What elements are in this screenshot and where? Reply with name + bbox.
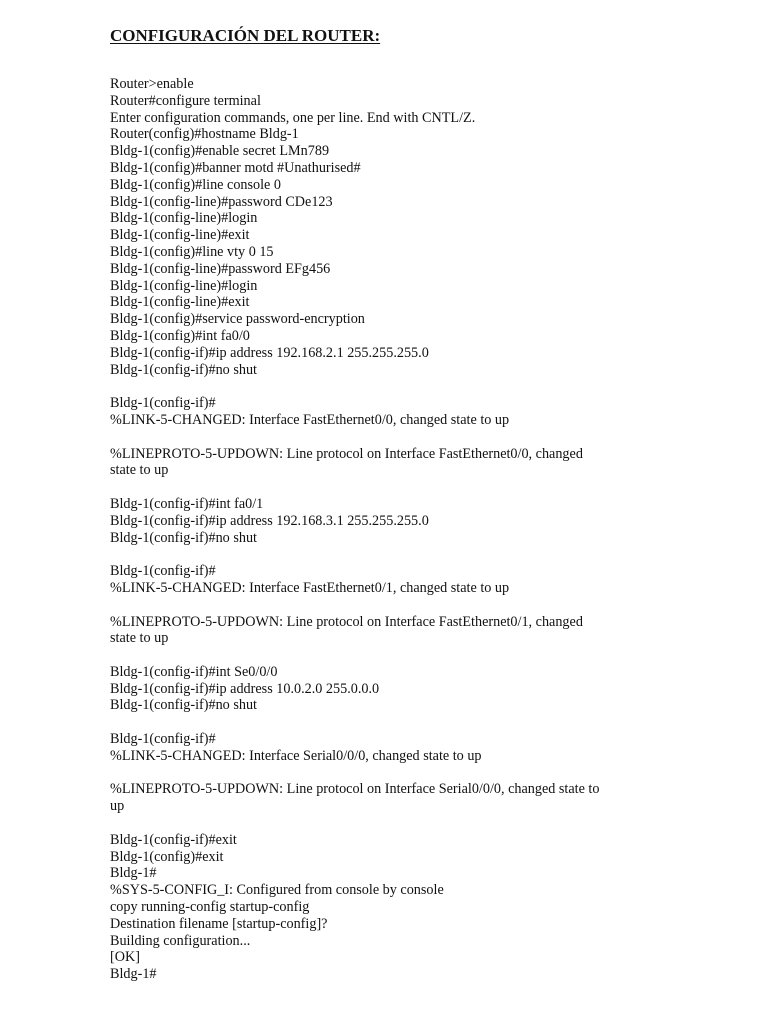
transcript-line: Bldg-1(config-if)#ip address 192.168.3.1 255.255.255.0 bbox=[110, 512, 429, 529]
transcript-line: state to up bbox=[110, 462, 169, 479]
blank-line bbox=[110, 479, 670, 496]
transcript-line: Bldg-1(config-line)#exit bbox=[110, 294, 250, 311]
router-config-transcript bbox=[110, 76, 670, 983]
transcript-line: Bldg-1(config-if)#no shut bbox=[110, 529, 257, 546]
transcript-line: %LINK-5-CHANGED: Interface FastEthernet0/1, changed state to up bbox=[110, 579, 510, 596]
transcript-line: Bldg-1(config-if)#ip address 192.168.2.1 255.255.255.0 bbox=[110, 344, 429, 361]
blank-line bbox=[110, 546, 670, 563]
transcript-line: %LINEPROTO-5-UPDOWN: Line protocol on Interface FastEthernet0/0, changed bbox=[110, 445, 583, 462]
transcript-line: Bldg-1(config-if)#no shut bbox=[110, 361, 257, 378]
transcript-line: Bldg-1(config)#service password-encryption bbox=[110, 311, 365, 328]
transcript-line: Router>enable bbox=[110, 76, 194, 92]
transcript-line: Bldg-1(config)#line vty 0 15 bbox=[110, 243, 274, 260]
blank-line bbox=[110, 429, 670, 446]
transcript-line: Destination filename [startup-config]? bbox=[110, 915, 328, 932]
transcript-line: state to up bbox=[110, 630, 169, 647]
transcript-line: Bldg-1(config)#banner motd #Unathurised# bbox=[110, 159, 361, 176]
transcript-line: Bldg-1(config-line)#login bbox=[110, 277, 258, 294]
transcript-line: Bldg-1(config)#exit bbox=[110, 848, 224, 865]
transcript-line: Bldg-1(config)#int fa0/0 bbox=[110, 327, 250, 344]
blank-line bbox=[110, 378, 670, 395]
transcript-line: %LINK-5-CHANGED: Interface FastEthernet0/0, changed state to up bbox=[110, 411, 510, 428]
blank-line bbox=[110, 597, 670, 614]
blank-line bbox=[110, 765, 670, 782]
transcript-line: %SYS-5-CONFIG_I: Configured from console by console bbox=[110, 882, 444, 899]
transcript-line: Bldg-1(config-line)#password EFg456 bbox=[110, 260, 331, 277]
blank-line bbox=[110, 714, 670, 731]
transcript-line: %LINEPROTO-5-UPDOWN: Line protocol on Interface FastEthernet0/1, changed bbox=[110, 613, 583, 630]
transcript-line: Bldg-1(config-line)#exit bbox=[110, 227, 250, 244]
transcript-line: Bldg-1(config-if)#exit bbox=[110, 831, 237, 848]
transcript-line: Router#configure terminal bbox=[110, 92, 261, 109]
transcript-line: Bldg-1# bbox=[110, 966, 157, 983]
transcript-line: Bldg-1(config-if)#int fa0/1 bbox=[110, 495, 264, 512]
document-title: CONFIGURACIÓN DEL ROUTER: bbox=[110, 26, 381, 45]
transcript-line: %LINK-5-CHANGED: Interface Serial0/0/0, changed state to up bbox=[110, 747, 482, 764]
transcript-line: Bldg-1(config)#enable secret LMn789 bbox=[110, 143, 330, 160]
transcript-line: Bldg-1(config-if)#ip address 10.0.2.0 255.0.0.0 bbox=[110, 680, 380, 697]
transcript-line: copy running-config startup-config bbox=[110, 899, 310, 916]
transcript-line: up bbox=[110, 798, 125, 815]
transcript-line: Building configuration... bbox=[110, 932, 251, 949]
transcript-line: Bldg-1(config)#line console 0 bbox=[110, 176, 281, 193]
transcript-line: Bldg-1(config-if)#no shut bbox=[110, 697, 257, 714]
transcript-line: Router(config)#hostname Bldg-1 bbox=[110, 126, 299, 143]
transcript-line: Bldg-1(config-line)#login bbox=[110, 210, 258, 227]
transcript-line: Bldg-1(config-if)# bbox=[110, 563, 216, 580]
transcript-line: Bldg-1(config-line)#password CDe123 bbox=[110, 193, 333, 210]
transcript-line: %LINEPROTO-5-UPDOWN: Line protocol on Interface Serial0/0/0, changed state to bbox=[110, 781, 600, 798]
blank-line bbox=[110, 815, 670, 832]
blank-line bbox=[110, 647, 670, 664]
transcript-line: Bldg-1(config-if)#int Se0/0/0 bbox=[110, 663, 278, 680]
transcript-line: Enter configuration commands, one per line. End with CNTL/Z. bbox=[110, 109, 476, 126]
transcript-line: Bldg-1(config-if)# bbox=[110, 395, 216, 412]
transcript-line: Bldg-1(config-if)# bbox=[110, 731, 216, 748]
transcript-line: Bldg-1# bbox=[110, 865, 157, 882]
transcript-line: [OK] bbox=[110, 949, 140, 966]
